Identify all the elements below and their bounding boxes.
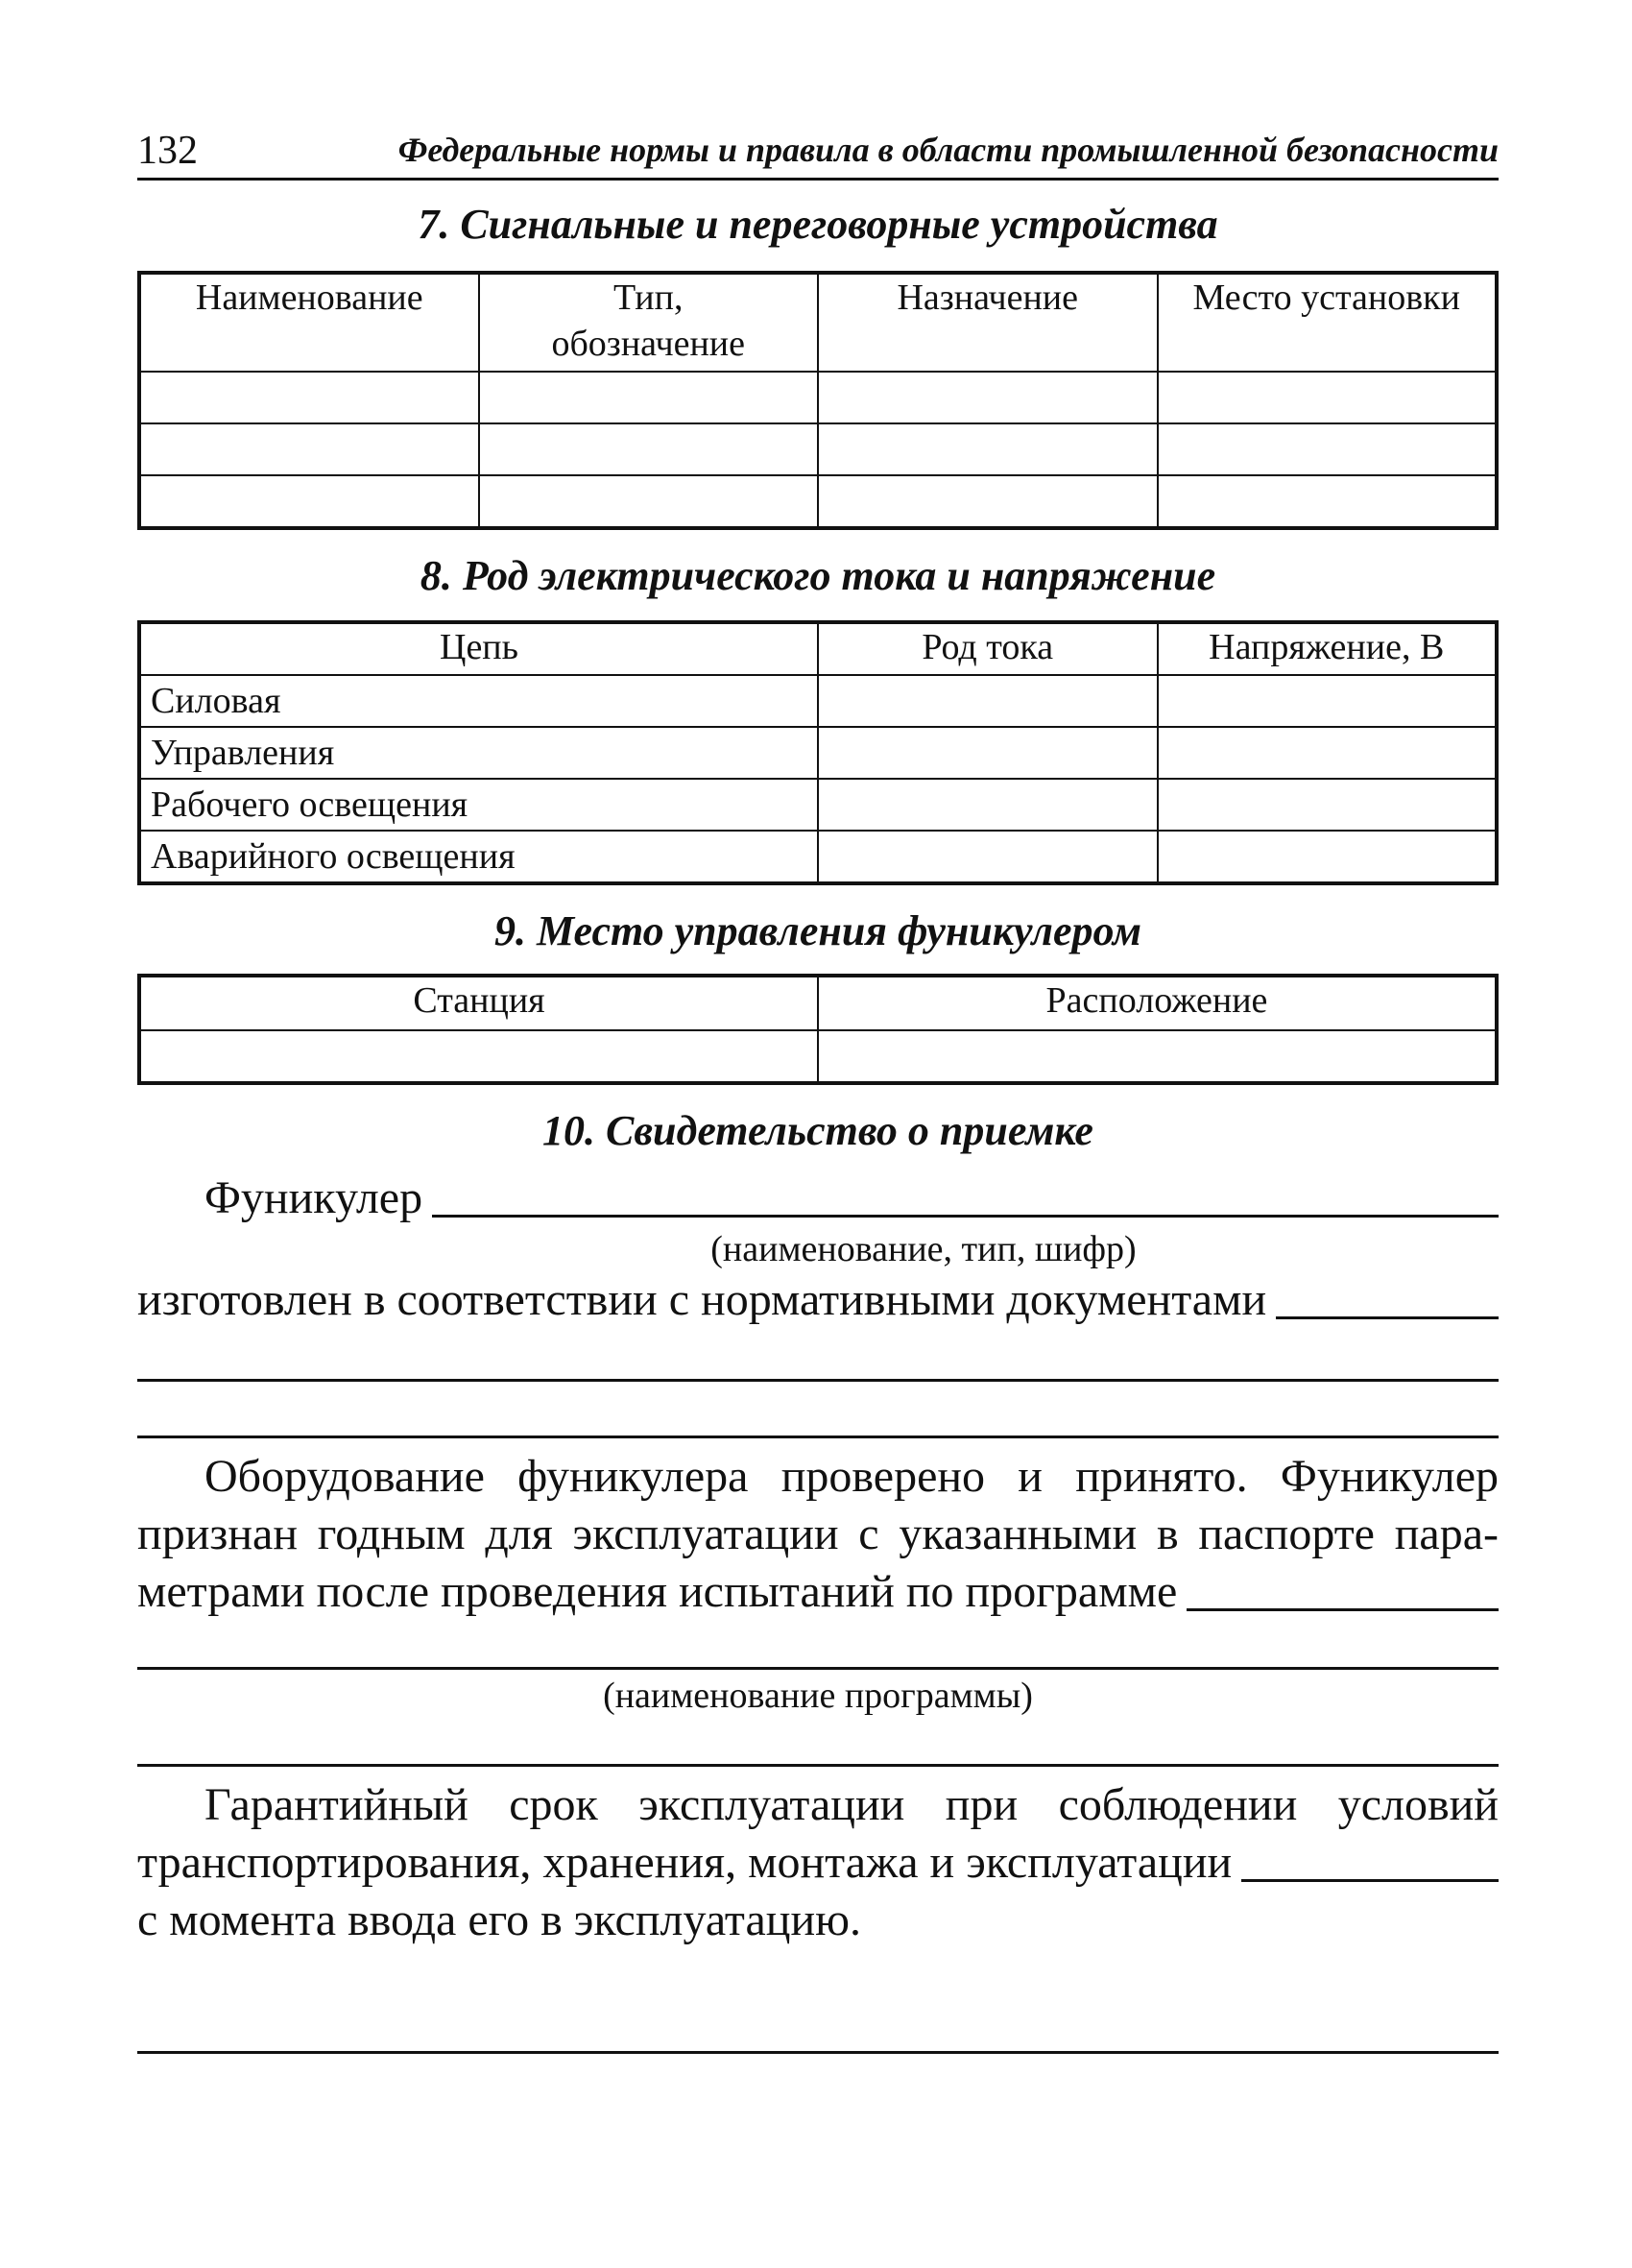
program-field[interactable] <box>1187 1570 1499 1611</box>
table-cell[interactable] <box>818 423 1158 475</box>
column-header-voltage: Напряжение, В <box>1158 622 1498 675</box>
section-9-title: 9. Место управления фуникулером <box>494 907 1141 954</box>
table-cell[interactable] <box>479 475 819 528</box>
document-page <box>137 120 1499 2054</box>
table-cell[interactable] <box>818 475 1158 528</box>
table-header-row <box>139 273 1497 372</box>
table-header-row <box>139 622 1497 675</box>
column-header-purpose: Назначение <box>818 273 1158 372</box>
row-label-power: Силовая <box>139 675 818 727</box>
table-cell[interactable] <box>818 372 1158 423</box>
program-field-line-3[interactable] <box>137 1718 1499 1767</box>
table-cell[interactable] <box>479 423 819 475</box>
table-cell[interactable] <box>1158 475 1498 528</box>
table-cell[interactable] <box>139 1030 818 1083</box>
column-header-current-type: Род тока <box>818 622 1158 675</box>
table-cell[interactable] <box>139 423 479 475</box>
table-cell[interactable] <box>818 727 1158 779</box>
table-cell[interactable] <box>1158 423 1498 475</box>
normative-docs-field-line-2[interactable] <box>137 1329 1499 1382</box>
table-header-row <box>139 976 1497 1030</box>
table-row <box>139 475 1497 528</box>
table-cell[interactable] <box>1158 675 1498 727</box>
column-header-location: Место установки <box>1158 273 1498 372</box>
column-header-circuit: Цепь <box>139 622 818 675</box>
column-header-name: Наименование <box>139 273 479 372</box>
acceptance-line-1: Оборудование фуникулера проверено и принято. Фуникулер <box>204 1451 1499 1502</box>
acceptance-line-2: признан годным для эксплуатации с указанными в паспорте пара- <box>137 1508 1499 1559</box>
table-row <box>139 1030 1497 1083</box>
warranty-line-2 <box>137 1834 1499 1892</box>
manufactured-line <box>137 1271 1499 1329</box>
page-number: 132 <box>137 129 198 173</box>
signal-devices-table <box>137 271 1499 530</box>
manufactured-text: изготовлен в соответствии с нормативными документами <box>137 1274 1267 1325</box>
funicular-line <box>137 1170 1499 1227</box>
table-cell[interactable] <box>818 1030 1497 1083</box>
acceptance-line-3 <box>137 1563 1499 1621</box>
row-label-control: Управления <box>139 727 818 779</box>
table-row <box>139 423 1497 475</box>
funicular-name-field[interactable] <box>432 1176 1499 1218</box>
table-cell[interactable] <box>479 372 819 423</box>
table-cell[interactable] <box>1158 727 1498 779</box>
row-label-work-lighting: Рабочего освещения <box>139 779 818 831</box>
table-cell[interactable] <box>1158 372 1498 423</box>
table-cell[interactable] <box>1158 831 1498 883</box>
column-header-location: Расположение <box>818 976 1497 1030</box>
table-cell[interactable] <box>1158 779 1498 831</box>
current-voltage-table <box>137 620 1499 885</box>
table-row <box>139 675 1497 727</box>
section-10-title: 10. Свидетельство о приемке <box>542 1107 1093 1154</box>
row-label-emergency-lighting: Аварийного освещения <box>139 831 818 883</box>
column-header-type: Тип, обозначение <box>479 273 819 372</box>
table-cell[interactable] <box>139 372 479 423</box>
acceptance-line-3-text: метрами после проведения испытаний по программе <box>137 1566 1178 1617</box>
control-location-table <box>137 974 1499 1085</box>
section-7-title: 7. Сигнальные и переговорные устройства <box>418 201 1218 248</box>
page-header <box>137 120 1499 181</box>
funicular-caption: (наименование, тип, шифр) <box>710 1229 1137 1269</box>
normative-docs-field-line-3[interactable] <box>137 1382 1499 1438</box>
program-caption: (наименование программы) <box>603 1676 1033 1716</box>
normative-docs-field[interactable] <box>1276 1278 1499 1319</box>
warranty-line-3: с момента ввода его в эксплуатацию. <box>137 1894 862 1945</box>
table-cell[interactable] <box>818 831 1158 883</box>
warranty-line-2-text: транспортирования, хранения, монтажа и эксплуатации <box>137 1837 1233 1888</box>
table-row <box>139 727 1497 779</box>
warranty-line-1: Гарантийный срок эксплуатации при соблюдении условий <box>204 1779 1499 1830</box>
column-header-station: Станция <box>139 976 818 1030</box>
table-cell[interactable] <box>818 779 1158 831</box>
table-row <box>139 831 1497 883</box>
running-title: Федеральные нормы и правила в области промышленной безопасности <box>397 131 1499 169</box>
table-cell[interactable] <box>139 475 479 528</box>
table-row <box>139 779 1497 831</box>
bottom-rule <box>137 2051 1499 2054</box>
program-field-line-2[interactable] <box>137 1621 1499 1670</box>
table-cell[interactable] <box>818 675 1158 727</box>
warranty-period-field[interactable] <box>1241 1841 1499 1882</box>
section-8-title: 8. Род электрического тока и напряжение <box>420 552 1216 599</box>
table-row <box>139 372 1497 423</box>
funicular-label: Фуникулер <box>204 1172 423 1223</box>
